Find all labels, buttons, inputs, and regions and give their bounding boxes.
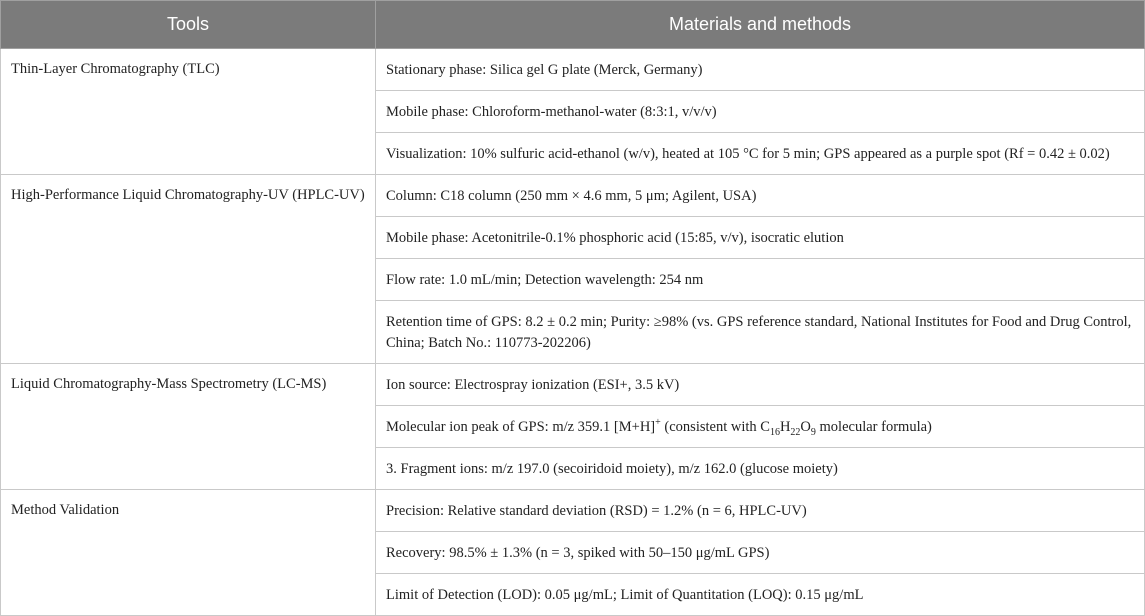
tool-cell-tlc: Thin-Layer Chromatography (TLC) <box>1 49 376 175</box>
molecular-ion-text: molecular formula) <box>815 419 932 435</box>
method-cell-molecular-ion <box>376 406 1145 448</box>
header-tools: Tools <box>1 1 376 49</box>
method-cell: Ion source: Electrospray ionization (ESI+, 3.5 kV) <box>376 364 1145 406</box>
method-cell: 3. Fragment ions: m/z 197.0 (secoiridoid moiety), m/z 162.0 (glucose moiety) <box>376 448 1145 490</box>
formula-element: H <box>779 419 791 435</box>
charge-superscript: + <box>655 417 661 429</box>
method-cell: Column: C18 column (250 mm × 4.6 mm, 5 μm; Agilent, USA) <box>376 175 1145 217</box>
method-cell: Precision: Relative standard deviation (RSD) = 1.2% (n = 6, HPLC-UV) <box>376 490 1145 532</box>
header-row <box>1 1 1145 49</box>
formula-subscript: 16 <box>769 426 780 438</box>
table-row <box>1 364 1145 406</box>
method-cell: Flow rate: 1.0 mL/min; Detection wavelength: 254 nm <box>376 259 1145 301</box>
method-cell: Limit of Detection (LOD): 0.05 μg/mL; Limit of Quantitation (LOQ): 0.15 μg/mL <box>376 574 1145 616</box>
molecular-ion-text: Molecular ion peak of GPS: m/z 359.1 [M+H] <box>386 419 656 435</box>
method-cell: Stationary phase: Silica gel G plate (Merck, Germany) <box>376 49 1145 91</box>
table-row <box>1 490 1145 532</box>
formula-element: O <box>800 419 811 435</box>
tool-cell-lc-ms: Liquid Chromatography-Mass Spectrometry (LC-MS) <box>1 364 376 490</box>
header-materials-methods: Materials and methods <box>376 1 1145 49</box>
formula-subscript: 9 <box>810 426 816 438</box>
method-cell: Recovery: 98.5% ± 1.3% (n = 3, spiked with 50–150 μg/mL GPS) <box>376 532 1145 574</box>
method-cell: Visualization: 10% sulfuric acid-ethanol (w/v), heated at 105 °C for 5 min; GPS appeared as a purple spot (Rf = 0.42 ± 0.02) <box>376 133 1145 175</box>
tool-cell-method-validation: Method Validation <box>1 490 376 616</box>
method-cell: Mobile phase: Acetonitrile-0.1% phosphoric acid (15:85, v/v), isocratic elution <box>376 217 1145 259</box>
molecular-ion-text: (consistent with C <box>660 419 770 435</box>
table-row <box>1 175 1145 217</box>
tool-cell-hplc-uv: High-Performance Liquid Chromatography-UV (HPLC-UV) <box>1 175 376 364</box>
method-cell: Mobile phase: Chloroform-methanol-water (8:3:1, v/v/v) <box>376 91 1145 133</box>
method-cell: Retention time of GPS: 8.2 ± 0.2 min; Purity: ≥98% (vs. GPS reference standard, National Institutes for Food and Drug Control, China; Batch No.: 110773-202206) <box>376 301 1145 364</box>
table-row <box>1 49 1145 91</box>
formula-subscript: 22 <box>790 426 801 438</box>
